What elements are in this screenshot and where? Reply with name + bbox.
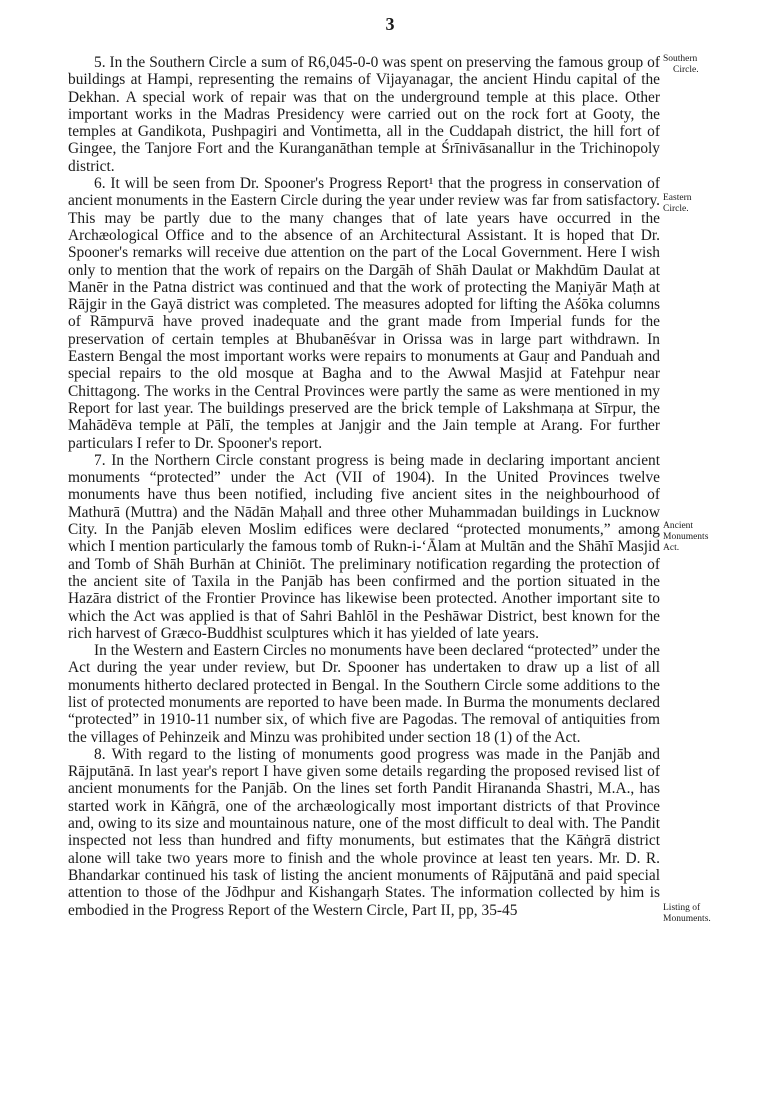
report-body	[68, 54, 660, 919]
paragraph-7-continued: In the Western and Eastern Circles no monuments have been declared “protected” under the Act during the year under review, but Dr. Spooner has undertaken to draw up a list of all monuments hitherto declared protected in Bengal. In the Southern Circle some additions to the list of protected monuments are reported to have been made. In Burma the monuments declared “protected” in 1910-11 number six, of which five are Pagodas. The removal of antiquities from the villages of Pehinzeik and Minzu was prohibited under section 18 (1) of the Act.	[68, 642, 660, 746]
paragraph-5-southern-circle: 5. In the Southern Circle a sum of R6,045-0-0 was spent on preserving the famous group of buildings at Hampi, representing the remains of Vijayanagar, the ancient Hindu capital of the Dekhan. A special work of repair was that on the underground temple at this place. Other important works in the Madras Presidency were carried out on the rock fort at Gooty, the temples at Gandikota, Pushpagiri and Vontimetta, all in the Cuddapah district, the hill fort of Gingee, the Tanjore Fort and the Kuranganāthan temple at Śrīnivāsanallur in the Trichinopoly district.	[68, 54, 660, 175]
page-number: 3	[385, 14, 395, 34]
paragraph-6-eastern-circle: 6. It will be seen from Dr. Spooner's Progress Report¹ that the progress in conservation of ancient monuments in the Eastern Circle during the year under review was far from satisfactory. This may be partly due to the many changes that of late years have occurred in the Archæological Office and to the absence of an Architectural Assistant. It is hoped that Dr. Spooner's remarks will receive due attention on the part of the Local Government. Here I wish only to mention that the work of repairs on the Dargāh of Shāh Daulat or Makhdūm Daulat at Manēr in the Patna district was continued and that the work of protecting the Maṇiyār Maṭh at Rājgir in the Gayā district was completed. The measures adopted for lifting the Aśōka columns of Rāmpurvā have proved inadequate and the grant made from Imperial funds for the preservation of certain temples at Bhubanēśvar in Orissa was in large part withdrawn. In Eastern Bengal the most important works were repairs to monuments at Gauṛ and Panduah and special repairs to the old mosque at Bagha and to the Awwal Masjid at Fatehpur near Chittagong. The works in the Central Provinces were partly the same as were mentioned in my Report for last year. The buildings preserved are the brick temple of Lakshmaṇa at Sīrpur, the Mahādēva temple at Pālī, the temples at Janjgir and the Jain temple at Arang. For further particulars I refer to Dr. Spooner's report.	[68, 175, 660, 452]
paragraph-8-listing: 8. With regard to the listing of monuments good progress was made in the Panjāb and Rājputānā. In last year's report I have given some details regarding the proposed revised list of ancient monuments for the Panjāb. On the lines set forth Pandit Hirananda Shastri, M.A., has started work in Kāṅgrā, one of the archæologically most important districts of that Province and, owing to its size and mountainous nature, one of the most difficult to deal with. The Pandit inspected not less than hundred and fifty monuments, but estimates that the Kāṅgrā district alone will take two years more to finish and the whole province at least ten years. Mr. D. R. Bhandarkar continued his task of listing the ancient monuments of Rājputānā and paid special attention to those of the Jōdhpur and Kishangaṛh States. The information collected by him is embodied in the Progress Report of the Western Circle, Part II, pp, 35-45	[68, 745, 660, 919]
margin-note-ancient-monuments-act: Ancient Monuments Act.	[663, 521, 709, 553]
margin-note-eastern-circle: Eastern Circle.	[663, 193, 692, 214]
paragraph-7-ancient-monuments-act: 7. In the Northern Circle constant progress is being made in declaring important ancient monuments “protected” under the Act (VII of 1904). In the United Provinces twelve monuments have thus been notified, including five ancient sites in the neighbourhood of Mathurā (Muttra) and the Nādān Maḥall and three other Muhammadan buildings in Lucknow City. In the Panjāb eleven Moslim edifices were declared “protected monuments,” among which I mention particularly the famous tomb of Rukn-i-‘Ālam at Multān and the Shāhī Masjid and Tomb of Shāh Burhān at Chiniōt. The preliminary notification regarding the protection of the ancient site of Taxila in the Panjāb has been confirmed and the portion situated in the Hazāra district of the Frontier Province has likewise been protected. Another important site to which the Act was applied is that of Sahri Bahlōl in the Peshāwar District, best known for the rich harvest of Græco-Buddhist sculptures which it has yielded of late years.	[68, 451, 660, 642]
margin-note-listing-of-monuments: Listing of Monuments.	[663, 903, 711, 924]
margin-note-southern-circle: Southern Circle.	[663, 54, 699, 75]
